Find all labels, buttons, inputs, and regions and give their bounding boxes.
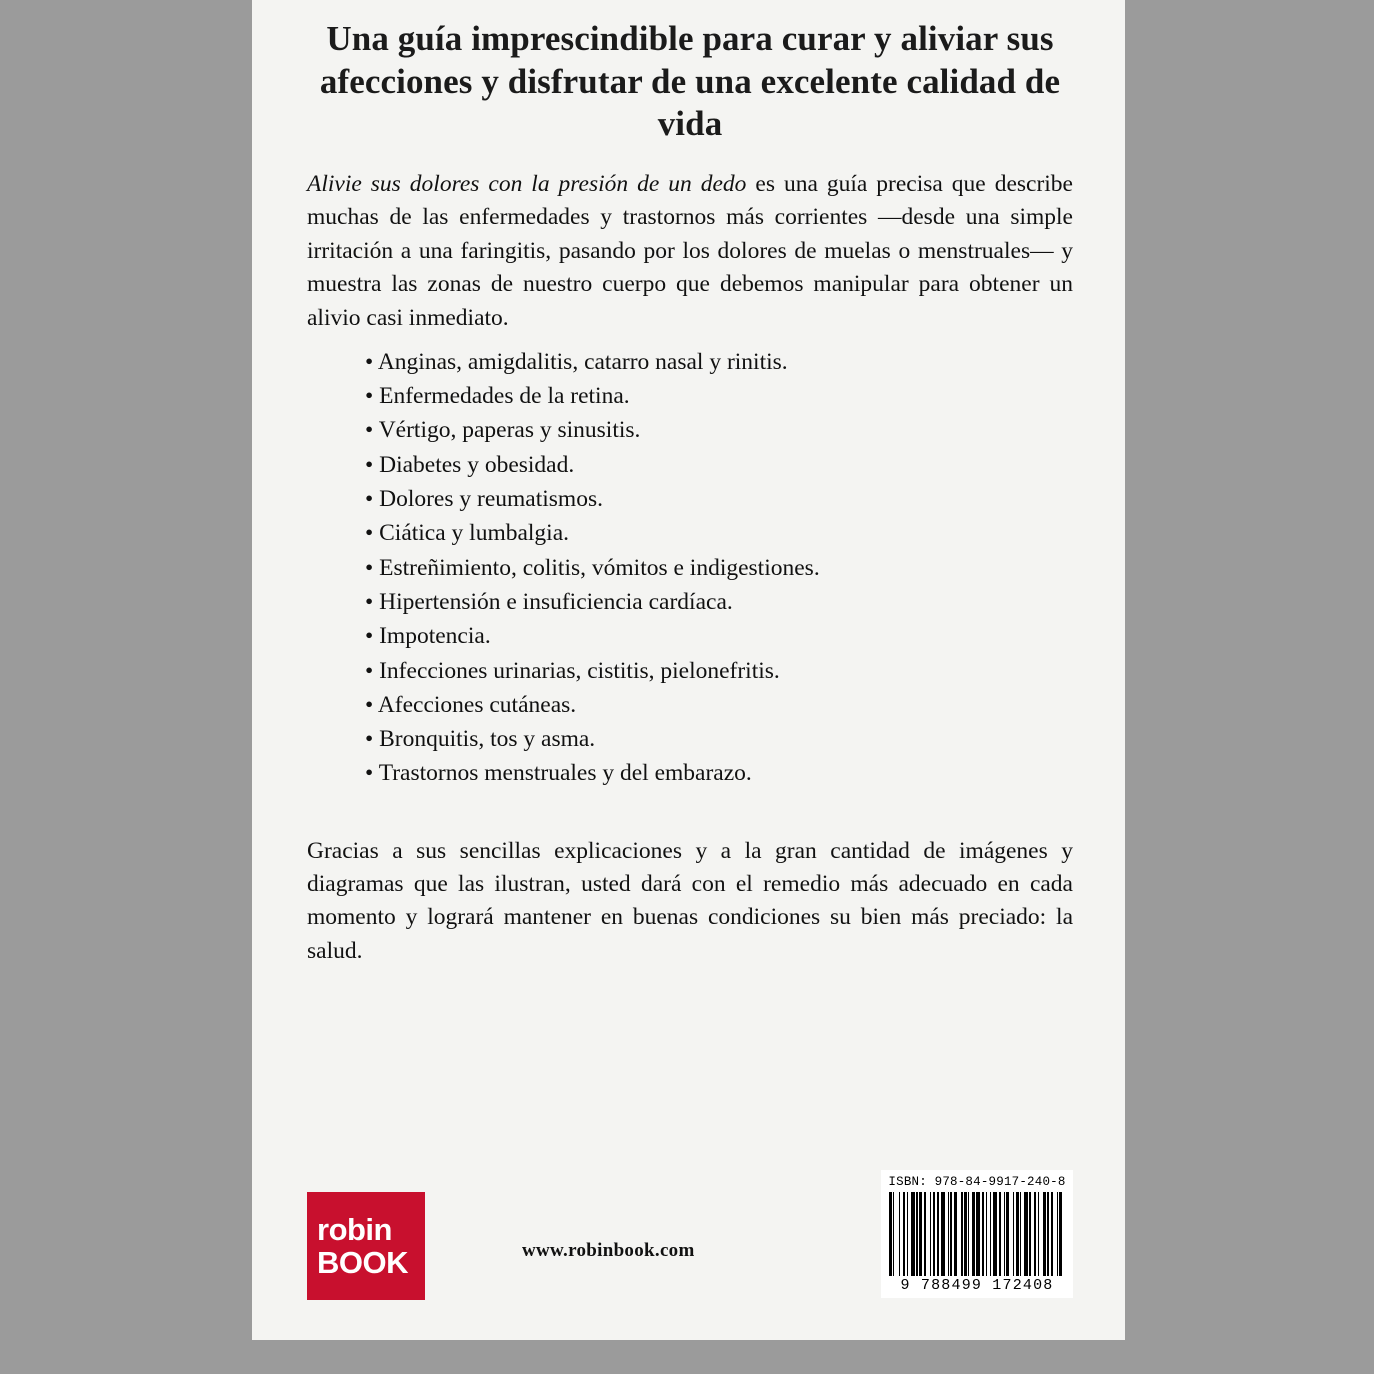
headline: Una guía imprescindible para curar y aliviar sus afecciones y disfrutar de una excelente calidad de vida	[319, 19, 1061, 144]
list-item: • Hipertensión e insuficiencia cardíaca.	[365, 585, 1073, 619]
topics-list	[307, 345, 1073, 791]
intro-paragraph	[307, 168, 1073, 335]
book-back-cover	[252, 0, 1125, 1340]
list-item: • Diabetes y obesidad.	[365, 448, 1073, 482]
list-item: • Dolores y reumatismos.	[365, 482, 1073, 516]
publisher-logo-line1: robin	[317, 1211, 392, 1247]
list-item: • Ciática y lumbalgia.	[365, 516, 1073, 550]
page-margin-right	[1125, 0, 1374, 1374]
closing-paragraph: Gracias a sus sencillas explicaciones y a la gran cantidad de imágenes y diagramas que las ilustran, usted dará con el remedio más adecuado en cada momento y logrará mantener en buenas condiciones su bien más preciado: la salud.	[307, 837, 1073, 964]
list-item: • Vértigo, paperas y sinusitis.	[365, 413, 1073, 447]
barcode-bars	[887, 1192, 1067, 1276]
isbn-label: ISBN: 978-84-9917-240-8	[888, 1175, 1066, 1189]
ean-digits: 9 788499 172408	[900, 1277, 1054, 1294]
barcode	[881, 1170, 1073, 1298]
list-item: • Estreñimiento, colitis, vómitos e indigestiones.	[365, 551, 1073, 585]
page-margin-bottom	[0, 1338, 1374, 1374]
publisher-website: www.robinbook.com	[522, 1240, 695, 1261]
cover-content	[307, 18, 1073, 1340]
list-item: • Trastornos menstruales y del embarazo.	[365, 756, 1073, 790]
book-title-italic: Alivie sus dolores con la presión de un dedo	[307, 171, 747, 198]
list-item: • Enfermedades de la retina.	[365, 379, 1073, 413]
list-item: • Bronquitis, tos y asma.	[365, 722, 1073, 756]
list-item: • Afecciones cutáneas.	[365, 688, 1073, 722]
publisher-logo-line2: BOOK	[317, 1245, 408, 1280]
intro-body: es una guía precisa que describe muchas de las enfermedades y trastornos más corrientes —desde una simple irritación a una faringitis, pasando por los dolores de muelas o menstruales— y muestra las zonas de nuestro cuerpo que debemos manipular para obtener un alivio casi inmediato.	[307, 171, 1073, 331]
publisher-logo	[307, 1192, 425, 1300]
list-item: • Infecciones urinarias, cistitis, pielonefritis.	[365, 654, 1073, 688]
list-item: • Anginas, amigdalitis, catarro nasal y rinitis.	[365, 345, 1073, 379]
page-margin-left	[0, 0, 252, 1374]
cover-footer	[307, 1150, 1073, 1300]
list-item: • Impotencia.	[365, 619, 1073, 653]
